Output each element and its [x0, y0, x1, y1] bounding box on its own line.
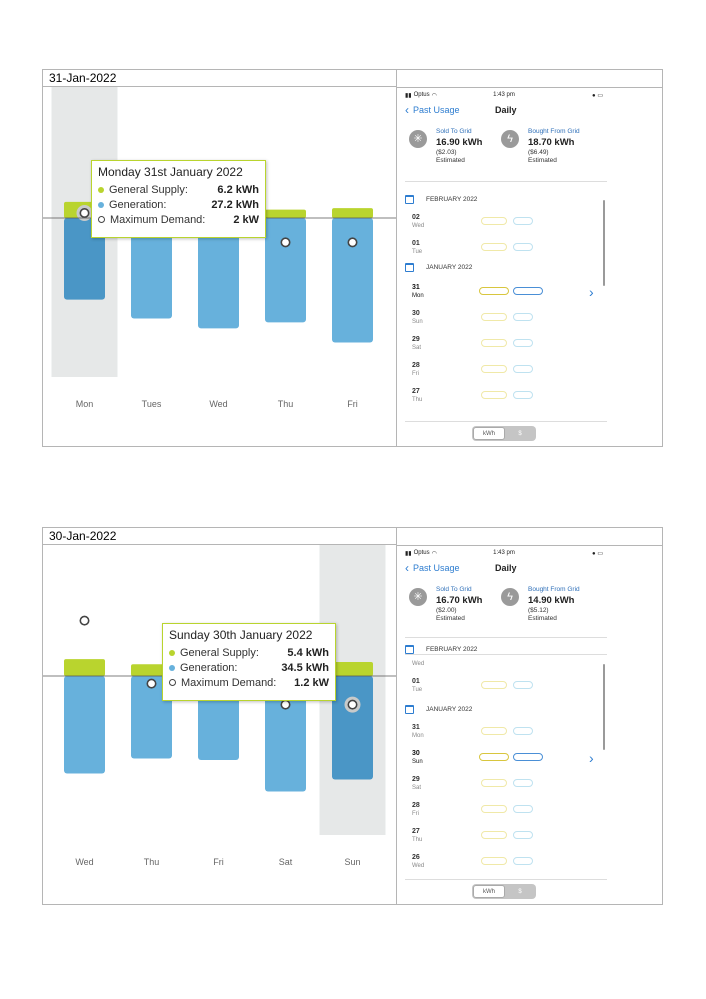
tooltip-title: Monday 31st January 2022	[98, 165, 243, 179]
calendar-icon	[405, 705, 414, 714]
month-label: FEBRUARY 2022	[426, 195, 478, 203]
nav-bar	[405, 102, 603, 118]
divider	[405, 181, 607, 182]
list-item[interactable]	[405, 238, 605, 260]
month-label: JANUARY 2022	[426, 705, 473, 713]
x-tick-label: Mon	[75, 399, 94, 409]
daily-usage-chart	[43, 87, 396, 447]
supply-pill	[481, 727, 507, 735]
bought-kwh: 14.90 kWh	[528, 595, 575, 606]
toggle-dollar[interactable]: $	[518, 888, 522, 895]
tooltip-label: Maximum Demand:	[110, 213, 206, 226]
day-number: 29	[412, 776, 420, 783]
bought-estimated: Estimated	[528, 157, 557, 164]
bought-heading: Bought From Grid	[528, 128, 580, 135]
day-weekday: Fri	[412, 811, 419, 817]
generation-pill	[513, 339, 533, 347]
tooltip-label: Maximum Demand:	[181, 676, 277, 689]
tooltip-row-demand	[98, 212, 259, 227]
x-tick-label: Wed	[75, 857, 94, 867]
supply-pill	[481, 365, 507, 373]
generation-bar	[332, 676, 373, 780]
list-item[interactable]	[405, 334, 605, 356]
back-label: Past Usage	[413, 105, 460, 115]
divider	[405, 421, 607, 422]
bolt-icon: ϟ	[501, 130, 519, 148]
toggle-dollar[interactable]: $	[518, 430, 522, 437]
supply-pill	[479, 287, 509, 295]
list-item[interactable]	[405, 676, 605, 698]
supply-pill	[481, 313, 507, 321]
chevron-right-icon[interactable]: ›	[589, 284, 594, 300]
demand-marker	[80, 616, 88, 624]
list-item[interactable]	[405, 308, 605, 330]
carrier-label: Optus	[413, 92, 430, 98]
clock: 1:43 pm	[493, 550, 515, 556]
list-item[interactable]	[405, 852, 605, 874]
carrier-area	[405, 550, 471, 557]
day-number: 01	[412, 678, 420, 685]
chevron-left-icon: ‹	[405, 103, 409, 117]
supply-bar	[332, 662, 373, 676]
demand-ring-icon	[98, 216, 105, 223]
chart-tooltip	[91, 160, 266, 238]
chevron-left-icon: ‹	[405, 561, 409, 575]
generation-pill	[513, 217, 533, 225]
tooltip-label: Generation:	[180, 661, 238, 674]
wifi-icon: ◠	[431, 92, 437, 99]
day-weekday: Tue	[412, 249, 423, 255]
list-item-selected[interactable]	[405, 282, 605, 304]
supply-pill	[481, 243, 507, 251]
tooltip-label: Generation:	[109, 198, 167, 211]
list-item[interactable]	[405, 360, 605, 382]
day-number: 31	[412, 724, 420, 731]
supply-pill	[479, 753, 509, 761]
sun-icon: ✳	[409, 588, 427, 606]
generation-pill	[513, 313, 533, 321]
tooltip-row-supply	[98, 182, 259, 197]
back-button[interactable]	[405, 563, 460, 573]
battery-icon: ● ▭	[592, 550, 603, 557]
panel-date-label: 31-Jan-2022	[43, 70, 396, 87]
supply-pill	[481, 857, 507, 865]
demand-marker	[147, 679, 155, 687]
battery-icon: ● ▭	[592, 92, 603, 99]
daily-list	[405, 642, 605, 878]
generation-pill	[513, 681, 533, 689]
demand-marker	[80, 209, 88, 217]
calendar-icon	[405, 195, 414, 204]
back-label: Past Usage	[413, 563, 460, 573]
carrier-label: Optus	[413, 550, 430, 556]
wifi-icon: ◠	[431, 550, 437, 557]
day-weekday: Sun	[412, 319, 423, 325]
generation-bar	[265, 218, 306, 322]
supply-pill	[481, 391, 507, 399]
screenshot-panel-2	[42, 527, 663, 905]
day-weekday: Mon	[412, 293, 424, 299]
tooltip-value: 27.2 kWh	[211, 198, 259, 211]
generation-pill	[513, 857, 533, 865]
supply-dot-icon	[169, 650, 175, 656]
generation-pill	[513, 753, 543, 761]
day-weekday: Sat	[412, 345, 422, 351]
sold-to-grid	[409, 128, 501, 174]
month-label: JANUARY 2022	[426, 263, 473, 271]
generation-bar	[332, 218, 373, 343]
unit-toggle	[472, 884, 536, 899]
list-item[interactable]	[405, 722, 605, 744]
chevron-right-icon[interactable]: ›	[589, 750, 594, 766]
generation-pill	[513, 391, 533, 399]
day-number: 27	[412, 828, 420, 835]
screenshot-panel-1	[42, 69, 663, 447]
generation-pill	[513, 287, 543, 295]
divider	[405, 637, 607, 638]
generation-pill	[513, 779, 533, 787]
tooltip-label: General Supply:	[180, 646, 259, 659]
month-label: FEBRUARY 2022	[426, 645, 478, 653]
generation-pill	[513, 727, 533, 735]
clock: 1:43 pm	[493, 92, 515, 98]
supply-pill	[481, 831, 507, 839]
supply-bar	[265, 210, 306, 218]
x-tick-label: Thu	[143, 857, 160, 867]
month-header	[405, 702, 472, 716]
bought-from-grid	[501, 586, 593, 632]
x-tick-label: Fri	[347, 399, 358, 409]
day-number: 02	[412, 214, 420, 221]
daily-usage-chart	[43, 545, 396, 905]
tooltip-value: 34.5 kWh	[281, 661, 329, 674]
sold-estimated: Estimated	[436, 157, 465, 164]
sold-cost: ($2.03)	[436, 149, 457, 156]
generation-pill	[513, 365, 533, 373]
day-weekday: Tue	[412, 687, 423, 693]
month-header	[405, 260, 472, 274]
day-weekday: Wed	[412, 223, 425, 229]
sold-heading: Sold To Grid	[436, 128, 472, 135]
sold-cost: ($2.00)	[436, 607, 457, 614]
x-tick-label: Tues	[141, 399, 162, 409]
bought-from-grid	[501, 128, 593, 174]
day-weekday: Thu	[412, 397, 423, 403]
supply-pill	[481, 805, 507, 813]
x-tick-label: Sat	[278, 857, 293, 867]
sold-kwh: 16.70 kWh	[436, 595, 483, 606]
demand-marker	[348, 700, 356, 708]
supply-bar	[64, 659, 105, 676]
tooltip-value: 1.2 kW	[294, 676, 329, 689]
unit-toggle	[472, 426, 536, 441]
bolt-icon: ϟ	[501, 588, 519, 606]
generation-dot-icon	[98, 202, 104, 208]
divider	[405, 654, 607, 655]
phone-screen	[397, 88, 607, 447]
tooltip-row-demand	[169, 675, 329, 690]
bought-cost: ($6.49)	[528, 149, 549, 156]
generation-pill	[513, 243, 533, 251]
x-tick-label: Thu	[277, 399, 294, 409]
screen-title: Daily	[495, 563, 517, 573]
supply-bar	[332, 208, 373, 218]
bought-heading: Bought From Grid	[528, 586, 580, 593]
status-bar	[405, 548, 603, 558]
day-weekday: Sun	[412, 759, 423, 765]
bought-estimated: Estimated	[528, 615, 557, 622]
generation-bar	[64, 676, 105, 774]
x-tick-label: Wed	[209, 399, 228, 409]
signal-icon: ▮▮	[405, 92, 412, 99]
phone-screen	[397, 546, 607, 905]
day-weekday: Thu	[412, 837, 423, 843]
demand-marker	[281, 238, 289, 246]
toggle-kwh[interactable]: kWh	[473, 885, 505, 898]
day-weekday: Fri	[412, 371, 419, 377]
status-bar	[405, 90, 603, 100]
generation-pill	[513, 831, 533, 839]
demand-ring-icon	[169, 679, 176, 686]
list-item[interactable]	[405, 212, 605, 234]
day-number: 27	[412, 388, 420, 395]
tooltip-value: 6.2 kWh	[217, 183, 259, 196]
calendar-icon	[405, 263, 414, 272]
divider	[405, 879, 607, 880]
day-number: 26	[412, 854, 420, 861]
day-number: 28	[412, 802, 420, 809]
bought-kwh: 18.70 kWh	[528, 137, 575, 148]
supply-pill	[481, 779, 507, 787]
tooltip-row-generation	[169, 660, 329, 675]
tooltip-value: 2 kW	[233, 213, 259, 226]
day-number: 28	[412, 362, 420, 369]
supply-pill	[481, 681, 507, 689]
tooltip-row-supply	[169, 645, 329, 660]
list-item-selected[interactable]	[405, 748, 605, 770]
scrollbar[interactable]	[603, 200, 605, 286]
day-number: 31	[412, 284, 420, 291]
list-item[interactable]	[405, 774, 605, 796]
usage-summary	[409, 586, 605, 632]
carrier-area	[405, 92, 471, 99]
day-weekday: Mon	[412, 733, 424, 739]
day-weekday: Wed	[412, 863, 425, 869]
supply-pill	[481, 217, 507, 225]
panel-date-label: 30-Jan-2022	[43, 528, 396, 545]
demand-marker	[281, 700, 289, 708]
x-tick-label: Fri	[213, 857, 224, 867]
day-number: 29	[412, 336, 420, 343]
month-header	[405, 192, 477, 206]
sold-to-grid	[409, 586, 501, 632]
day-number: 01	[412, 240, 420, 247]
tooltip-label: General Supply:	[109, 183, 188, 196]
day-number: 30	[412, 310, 420, 317]
list-item[interactable]	[405, 386, 605, 408]
x-tick-label: Sun	[344, 857, 361, 867]
signal-icon: ▮▮	[405, 550, 412, 557]
bought-cost: ($5.12)	[528, 607, 549, 614]
tooltip-value: 5.4 kWh	[287, 646, 329, 659]
chart-tooltip	[162, 623, 336, 701]
list-item[interactable]	[405, 826, 605, 848]
day-number: 30	[412, 750, 420, 757]
generation-dot-icon	[169, 665, 175, 671]
usage-summary	[409, 128, 605, 174]
generation-pill	[513, 805, 533, 813]
daily-list	[405, 190, 605, 420]
list-item[interactable]	[405, 800, 605, 822]
toggle-kwh[interactable]: kWh	[473, 427, 505, 440]
back-button[interactable]	[405, 105, 460, 115]
sold-estimated: Estimated	[436, 615, 465, 622]
day-weekday: Sat	[412, 785, 422, 791]
screen-title: Daily	[495, 105, 517, 115]
day-weekday: Wed	[412, 661, 425, 667]
tooltip-title: Sunday 30th January 2022	[169, 628, 313, 642]
scrollbar[interactable]	[603, 664, 605, 750]
sold-kwh: 16.90 kWh	[436, 137, 483, 148]
sold-heading: Sold To Grid	[436, 586, 472, 593]
sun-icon: ✳	[409, 130, 427, 148]
nav-bar	[405, 560, 603, 576]
supply-pill	[481, 339, 507, 347]
supply-dot-icon	[98, 187, 104, 193]
demand-marker	[348, 238, 356, 246]
tooltip-row-generation	[98, 197, 259, 212]
